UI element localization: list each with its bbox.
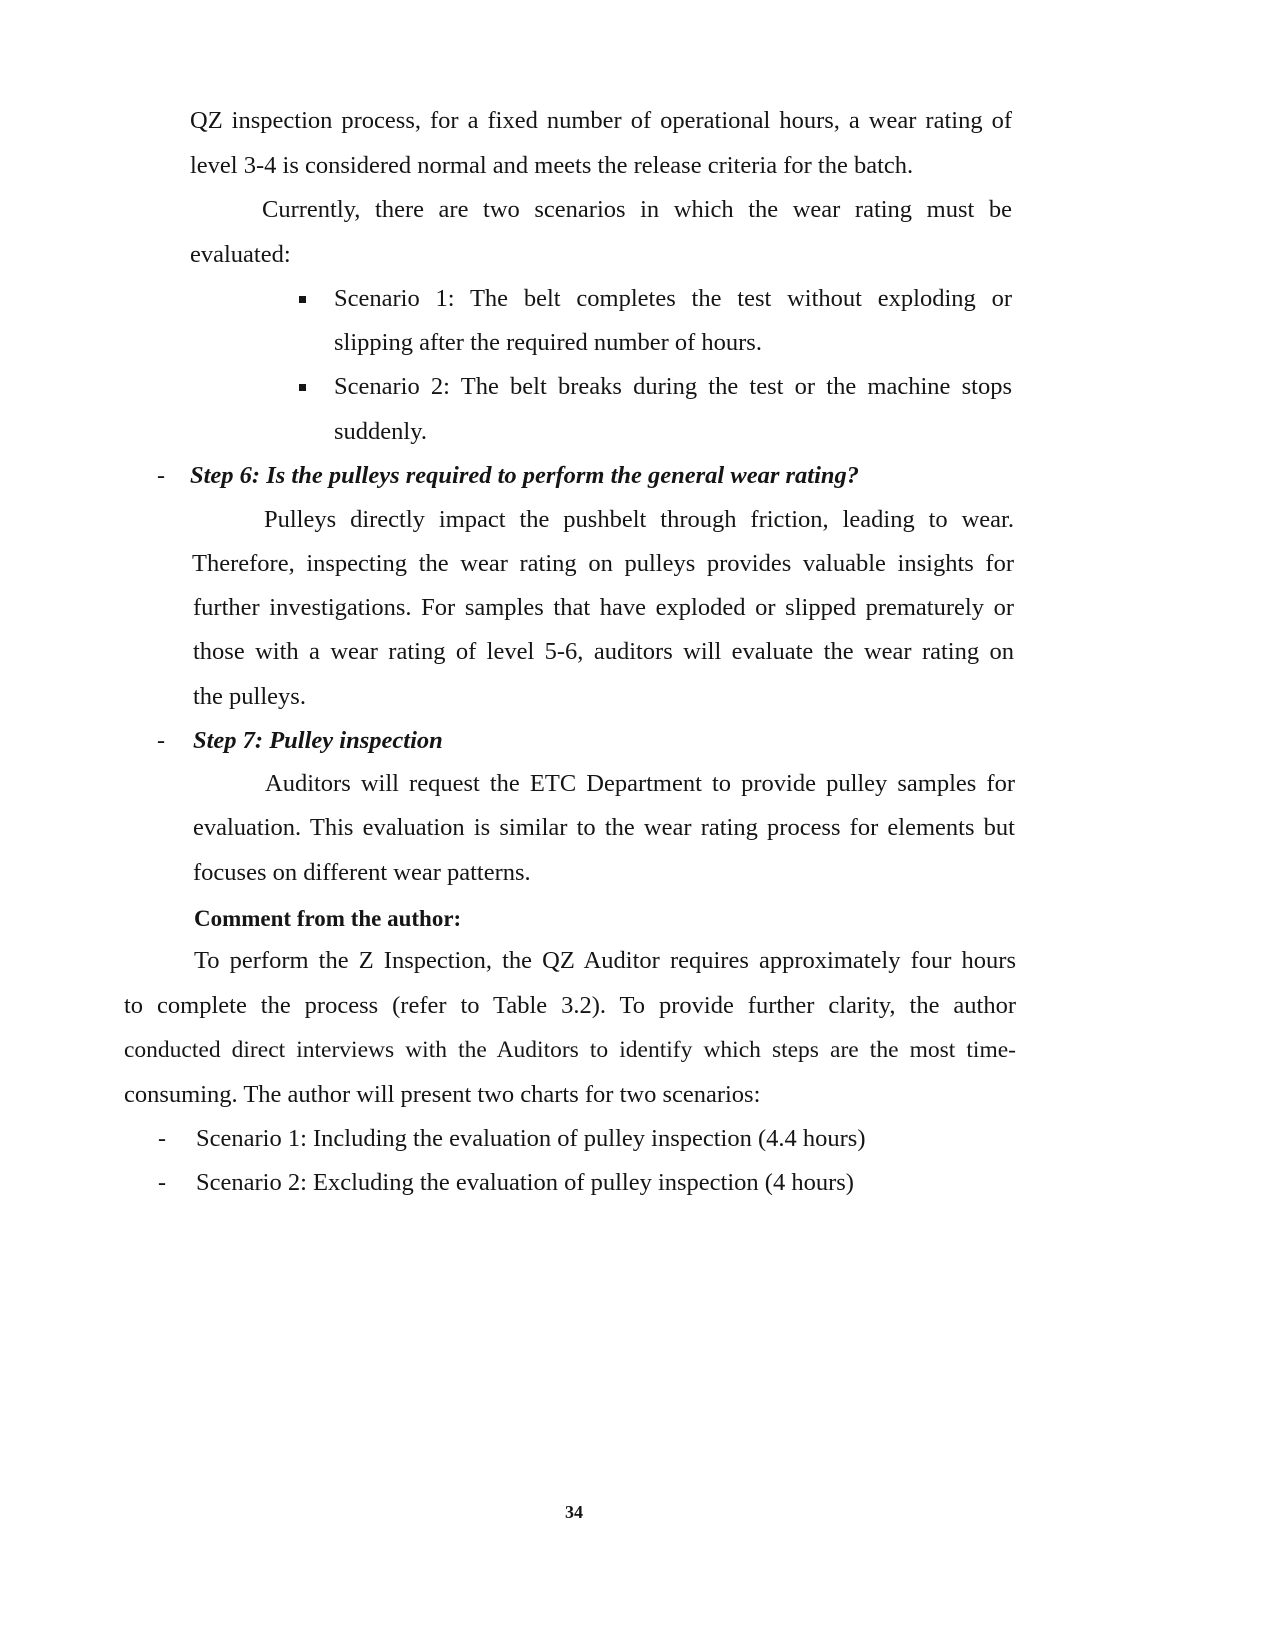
paragraph-1-line-2: level 3-4 is considered normal and meets the release criteria for the batch. [190,152,914,179]
step-6-dash: - [157,463,165,489]
chart-scenario-2-dash: - [158,1170,166,1196]
comment-line-1: To perform the Z Inspection, the QZ Auditor requires approximately four hours [194,947,1016,974]
comment-heading: Comment from the author: [194,906,462,931]
chart-scenario-2: Scenario 2: Excluding the evaluation of pulley inspection (4 hours) [196,1169,854,1196]
comment-line-4: consuming. The author will present two charts for two scenarios: [124,1081,761,1108]
paragraph-2-line-2: evaluated: [190,241,291,268]
step-6-line-2: Therefore, inspecting the wear rating on pulleys provides valuable insights for [192,550,1014,577]
scenario-2-line-1: Scenario 2: The belt breaks during the test or the machine stops [334,373,1012,400]
page-number: 34 [565,1502,583,1522]
chart-scenario-1-dash: - [158,1126,166,1152]
paragraph-2-line-1: Currently, there are two scenarios in which the wear rating must be [262,196,1012,223]
scenario-2-line-2: suddenly. [334,418,427,445]
step-6-line-3: further investigations. For samples that have exploded or slipped prematurely or [193,594,1014,621]
step-7-heading: Step 7: Pulley inspection [193,727,443,754]
comment-line-3: conducted direct interviews with the Auditors to identify which steps are the most time- [124,1037,1016,1063]
square-bullet-icon [299,296,306,303]
comment-line-2: to complete the process (refer to Table 3.2). To provide further clarity, the author [124,992,1016,1019]
step-7-line-2: evaluation. This evaluation is similar to the wear rating process for elements but [193,814,1015,841]
step-6-heading: Step 6: Is the pulleys required to perform the general wear rating? [190,462,860,489]
step-7-dash: - [157,728,165,754]
step-6-line-1: Pulleys directly impact the pushbelt through friction, leading to wear. [264,506,1014,533]
chart-scenario-1: Scenario 1: Including the evaluation of pulley inspection (4.4 hours) [196,1125,866,1152]
step-6-line-4: those with a wear rating of level 5-6, auditors will evaluate the wear rating on [193,638,1014,665]
scenario-1-line-1: Scenario 1: The belt completes the test without exploding or [334,285,1012,312]
step-7-line-3: focuses on different wear patterns. [193,859,531,886]
paragraph-1-line-1: QZ inspection process, for a fixed number of operational hours, a wear rating of [190,107,1012,134]
square-bullet-icon [299,384,306,391]
step-6-line-5: the pulleys. [193,683,306,710]
scenario-1-line-2: slipping after the required number of hours. [334,329,762,356]
step-7-line-1: Auditors will request the ETC Department to provide pulley samples for [265,770,1015,797]
